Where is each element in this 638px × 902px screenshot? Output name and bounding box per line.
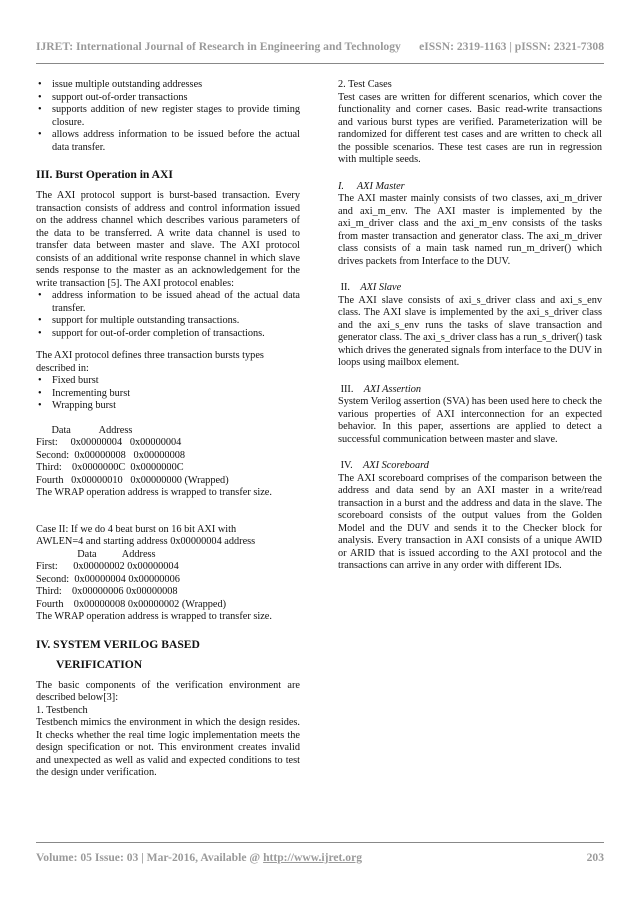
table-row: Third: 0x00000006 0x00000008 bbox=[36, 586, 178, 597]
page-number: 203 bbox=[586, 851, 604, 864]
feature-bullet-list bbox=[36, 79, 300, 154]
paragraph: Test cases are written for different scenarios, which cover the functionality and corner cases. Basic read-write transactions and various burst types are verified. Parameterization will be randomized for different test cases and are written to check all the possible scenarios. These test cases are run in regression with multiple seeds. bbox=[338, 91, 602, 165]
table-row: Fourth 0x00000010 0x00000000 (Wrapped) bbox=[36, 474, 229, 486]
burst-types-list bbox=[36, 375, 300, 413]
journal-link[interactable]: http://www.ijret.org bbox=[263, 851, 363, 864]
case2-table bbox=[36, 524, 300, 612]
table-row: First: 0x00000002 0x00000004 bbox=[36, 561, 179, 572]
paragraph: The AXI slave consists of axi_s_driver class and axi_s_env class. The AXI slave is implemented by the axi_s_driver class and the axi_s_env runs the tasks of slave transaction and generator class. The axi_s_driver class has a run_s_driver() task which drives the generated signals from interface to the DUV in loops using mailbox element. bbox=[338, 294, 603, 368]
paragraph: The AXI scoreboard comprises of the comparison between the address and data send by an AXI master in a write/read transaction in a burst and the address and data in the slave. The scoreboard consists of the output values from the Golden Model and the DUV and sends it to the Checker block for analysis. Every transaction in AXI consists of a unique AWID or ARID that is issued according to the AXI protocol and the transactions can arrive in any order with different IDs. bbox=[338, 472, 602, 571]
list-item: • Incrementing burst bbox=[38, 387, 131, 399]
enables-bullet-list bbox=[36, 290, 300, 340]
subheading-test-cases: 2. Test Cases bbox=[338, 79, 392, 90]
list-item: • support for multiple outstanding transactions. bbox=[38, 315, 240, 326]
paragraph: The AXI master mainly consists of two classes, axi_m_driver and axi_m_env. The AXI master is implemented by the axi_m_driver class and the axi_m_env consists of the tasks from master transaction and generator class. The axi_m_driver class consists of a main task named run_m_driver() which drives packets from Interface to the DUV. bbox=[338, 193, 602, 267]
paragraph: The WRAP operation address is wrapped to transfer size. bbox=[36, 611, 272, 622]
section-heading-verification-cont: VERIFICATION bbox=[56, 657, 143, 671]
section-heading-verification: IV. SYSTEM VERILOG BASED bbox=[36, 637, 200, 651]
volume-info: Volume: 05 Issue: 03 | Mar-2016, Available @ bbox=[36, 851, 264, 864]
table-row: Data Address bbox=[36, 424, 133, 436]
right-column bbox=[338, 79, 602, 573]
subsection-heading-assertion: III. AXI Assertion bbox=[340, 383, 422, 395]
section-heading-burst: III. Burst Operation in AXI bbox=[36, 168, 173, 181]
table-row: AWLEN=4 and starting address 0x00000004 address bbox=[36, 536, 256, 547]
list-item: • Wrapping burst bbox=[38, 400, 116, 411]
list-item: • support for out-of-order completion of transactions. bbox=[38, 327, 265, 339]
paragraph: System Verilog assertion (SVA) has been used here to check the various properties of AXI interconnection for an expected behavior. In this paper, assertions are applied to detect a successful communication between master and slave. bbox=[338, 396, 602, 445]
table-row: Third: 0x0000000C 0x0000000C bbox=[36, 462, 184, 473]
paragraph: The basic components of the verification environment are described below[3]: bbox=[36, 679, 300, 703]
left-column bbox=[36, 79, 300, 780]
issn: eISSN: 2319-1163 | pISSN: 2321-7308 bbox=[419, 40, 604, 53]
journal-title: IJRET: International Journal of Research in Engineering and Technology bbox=[36, 40, 401, 53]
subheading-testbench: 1. Testbench bbox=[36, 704, 88, 716]
page-footer bbox=[36, 851, 604, 864]
table-row: First: 0x00000004 0x00000004 bbox=[36, 437, 182, 448]
table-row: Second: 0x00000004 0x00000006 bbox=[36, 573, 180, 585]
paragraph: Testbench mimics the environment in which the design resides. It checks whether the real time logic implementation meets the design specification or not. This environment creates invalid and unexpected as well as valid and expected conditions to test the design under verification. bbox=[36, 717, 300, 778]
list-item: • allows address information to be issued before the actual data transfer. bbox=[38, 129, 300, 153]
subsection-heading-master: I. AXI Master bbox=[338, 180, 405, 192]
table-row: Fourth 0x00000008 0x00000002 (Wrapped) bbox=[36, 598, 227, 610]
paragraph: The AXI protocol support is burst-based transaction. Every transaction consists of address and control information issued on the address channel which describes various parameters of the data to be transferred. A write data channel is used to transfer data between master and slave. The AXI protocol consists of an additional write response channel in which slave sends response to the master as an acknowledgement for the write transaction [5]. The AXI protocol enables: bbox=[36, 190, 300, 289]
subsection-heading-slave: II. AXI Slave bbox=[340, 282, 402, 293]
footer-divider bbox=[36, 842, 604, 843]
table-row: Data Address bbox=[36, 548, 156, 560]
list-item: • address information to be issued ahead of the actual data transfer. bbox=[38, 290, 300, 314]
paragraph: The WRAP operation address is wrapped to transfer size. bbox=[36, 487, 272, 498]
list-item: • issue multiple outstanding addresses bbox=[38, 79, 203, 90]
list-item: • supports addition of new register stages to provide timing closure. bbox=[38, 104, 300, 128]
paragraph: The AXI protocol defines three transaction bursts types described in: bbox=[36, 350, 264, 374]
table-row: Case II: If we do 4 beat burst on 16 bit AXI with bbox=[36, 523, 237, 535]
list-item: • support out-of-order transactions bbox=[38, 91, 188, 103]
table-row: Second: 0x00000008 0x00000008 bbox=[36, 449, 186, 461]
page-header bbox=[36, 40, 604, 53]
subsection-heading-scoreboard: IV. AXI Scoreboard bbox=[340, 460, 429, 471]
list-item: • Fixed burst bbox=[38, 375, 99, 386]
case1-table bbox=[36, 425, 300, 488]
header-divider bbox=[36, 63, 604, 64]
